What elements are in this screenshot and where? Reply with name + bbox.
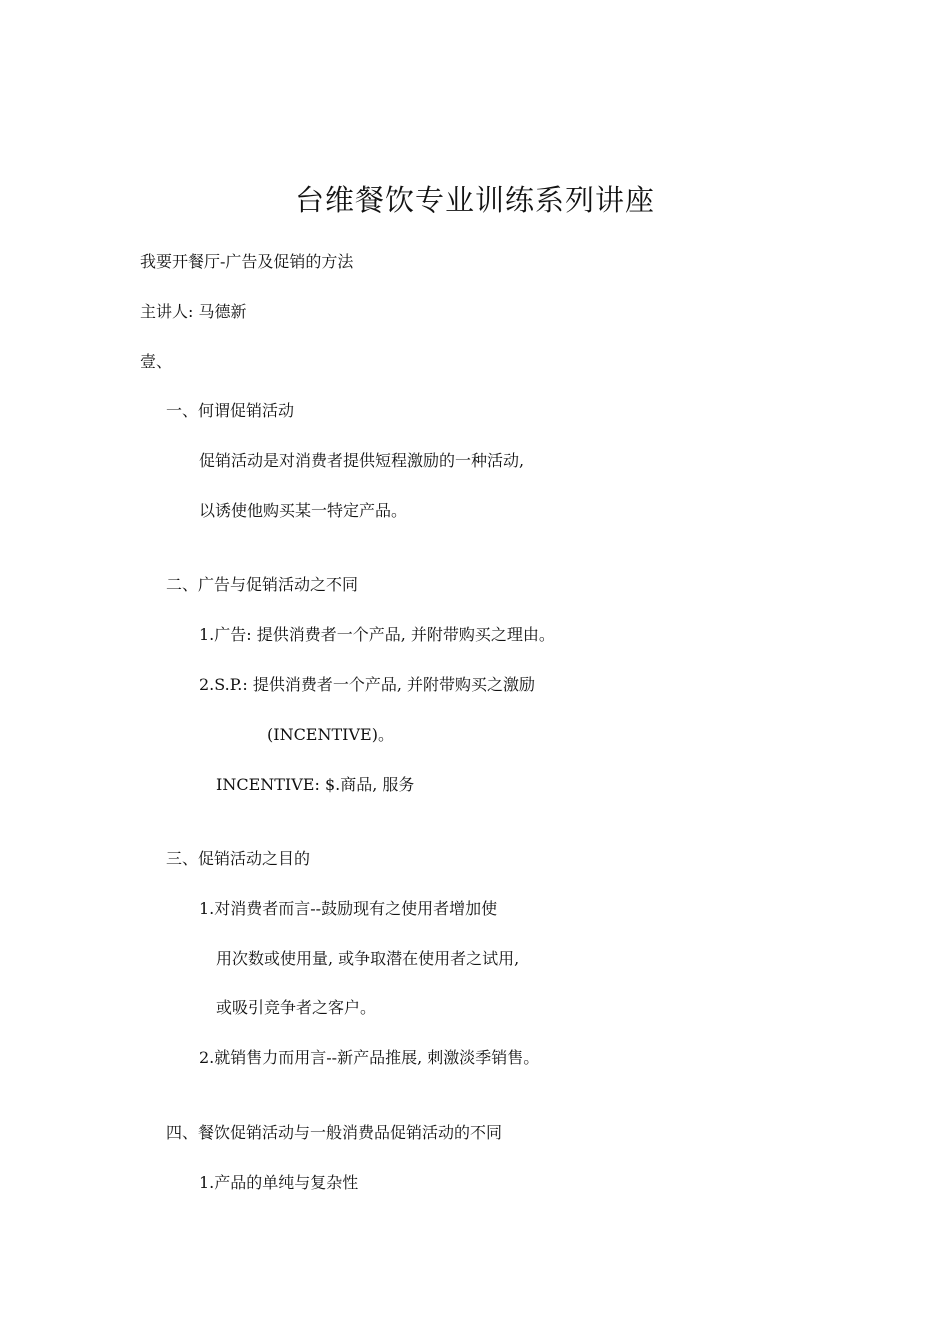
paragraph-line: 或吸引竞争者之客户。	[216, 998, 377, 1017]
section-heading: 四、餐饮促销活动与一般消费品促销活动的不同	[166, 1123, 503, 1142]
list-item: 1.广告: 提供消费者一个产品, 并附带购买之理由。	[199, 625, 555, 644]
section-heading: 一、何谓促销活动	[166, 401, 295, 420]
paragraph-line: 用次数或使用量, 或争取潜在使用者之试用,	[216, 949, 520, 968]
list-item: 2.S.P.: 提供消费者一个产品, 并附带购买之激励	[199, 675, 536, 694]
paragraph-line: (INCENTIVE)。	[267, 725, 394, 744]
speaker-line: 主讲人: 马德新	[140, 302, 247, 321]
paragraph-line: 促销活动是对消费者提供短程激励的一种活动,	[199, 451, 525, 470]
section-heading: 二、广告与促销活动之不同	[166, 575, 359, 594]
section-heading: 三、促销活动之目的	[166, 849, 311, 868]
list-item: 2.就销售力而用言--新产品推展, 刺激淡季销售。	[199, 1048, 540, 1067]
document-subtitle: 我要开餐厅-广告及促销的方法	[140, 252, 354, 271]
part-marker: 壹、	[140, 352, 173, 371]
document-title: 台维餐饮专业训练系列讲座	[294, 183, 655, 217]
list-item: 1.对消费者而言--鼓励现有之使用者增加使	[199, 899, 498, 918]
paragraph-line: INCENTIVE: $.商品, 服务	[216, 775, 415, 794]
paragraph-line: 以诱使他购买某一特定产品。	[199, 501, 408, 520]
list-item: 1.产品的单纯与复杂性	[199, 1173, 359, 1192]
